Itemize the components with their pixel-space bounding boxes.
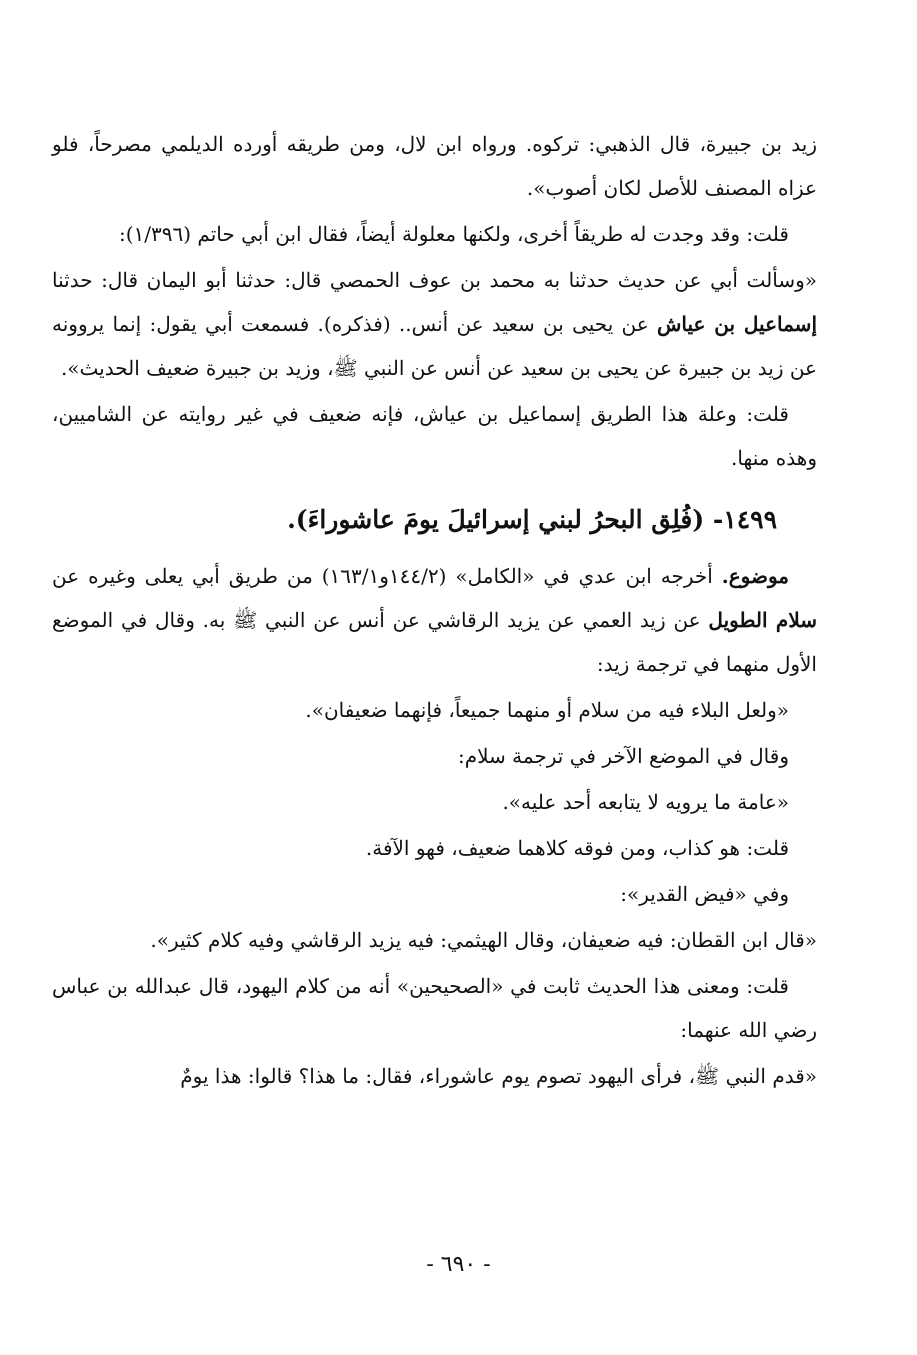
page-body xyxy=(52,122,817,1100)
paragraph-6: «ولعل البلاء فيه من سلام أو منهما جميعاً، فإنهما ضعيفان». xyxy=(305,698,789,722)
paragraph-5-part-c: عن زيد العمي عن يزيد الرقاشي عن أنس عن النبي ﷺ به. وقال في الموضع الأول منهما في ترجمة زيد: xyxy=(52,608,817,676)
narrator-name-sallam: سلام الطويل xyxy=(708,608,818,632)
paragraph-12: قلت: ومعنى هذا الحديث ثابت في «الصحيحين» أنه من كلام اليهود، قال عبدالله بن عباس رضي الله عنهما: xyxy=(52,974,817,1042)
hadith-heading-1499: ١٤٩٩- (فُلِق البحرُ لبني إسرائيلَ يومَ عاشوراءَ). xyxy=(287,505,777,534)
paragraph-9: قلت: هو كذاب، ومن فوقه كلاهما ضعيف، فهو الآفة. xyxy=(365,836,789,860)
paragraph-3 xyxy=(52,258,817,390)
paragraph-3-part-c: عن يحيى بن سعيد عن أنس.. (فذكره). فسمعت أبي يقول: إنما يروونه عن زيد بن جبيرة عن يحيى بن سعيد عن أنس عن النبي ﷺ، وزيد بن جبيرة ضعيف الحديث». xyxy=(52,312,817,380)
paragraph-13: «قدم النبي ﷺ، فرأى اليهود تصوم يوم عاشوراء، فقال: ما هذا؟ قالوا: هذا يومٌ xyxy=(180,1064,817,1088)
paragraph-1: زيد بن جبيرة، قال الذهبي: تركوه. ورواه ابن لال، ومن طريقه أورده الديلمي مصرحاً، فلو عزاه المصنف للأصل لكان أصوب». xyxy=(52,132,817,200)
paragraph-5 xyxy=(52,554,817,686)
grade-label: موضوع. xyxy=(721,564,790,588)
narrator-name-ismail: إسماعيل بن عياش xyxy=(656,312,818,336)
paragraph-2: قلت: وقد وجدت له طريقاً أخرى، ولكنها معلولة أيضاً، فقال ابن أبي حاتم (١/٣٩٦): xyxy=(118,222,789,246)
paragraph-4: قلت: وعلة هذا الطريق إسماعيل بن عياش، فإنه ضعيف في غير روايته عن الشاميين، وهذه منها. xyxy=(52,402,817,470)
paragraph-7: وقال في الموضع الآخر في ترجمة سلام: xyxy=(457,744,789,768)
paragraph-10: وفي «فيض القدير»: xyxy=(620,882,789,906)
paragraph-8: «عامة ما يرويه لا يتابعه أحد عليه». xyxy=(502,790,789,814)
paragraph-5-part-a: أخرجه ابن عدي في «الكامل» (١٤٤/٢و١٦٣/١) من طريق أبي يعلى وغيره عن xyxy=(52,564,713,588)
paragraph-11: «قال ابن القطان: فيه ضعيفان، وقال الهيثمي: فيه يزيد الرقاشي وفيه كلام كثير». xyxy=(150,928,817,952)
paragraph-3-part-a: «وسألت أبي عن حديث حدثنا به محمد بن عوف الحمصي قال: حدثنا أبو اليمان قال: حدثنا xyxy=(52,268,817,292)
page-number: - ٦٩٠ - xyxy=(426,1252,491,1277)
